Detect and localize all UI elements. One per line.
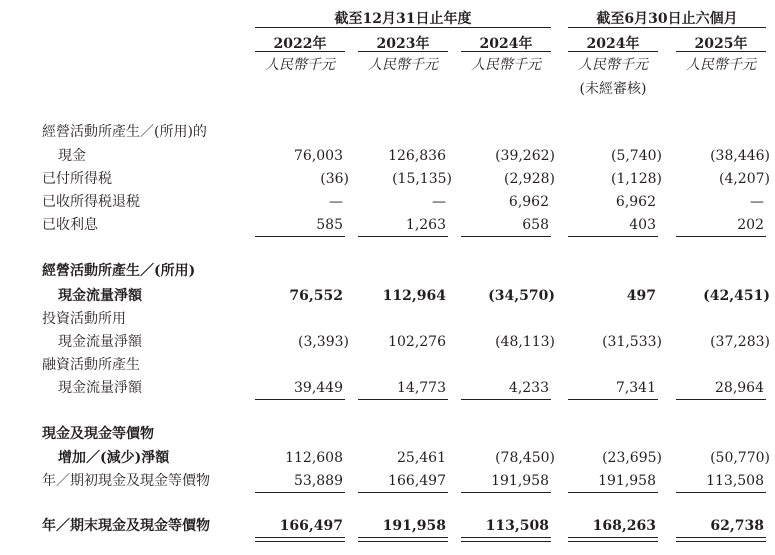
unaudited-note: (未經審核) bbox=[579, 81, 647, 97]
unit-header-4: 人民幣千元 bbox=[578, 57, 648, 73]
subtotal-rule bbox=[568, 236, 658, 237]
value-cell: (39,262) bbox=[495, 148, 555, 164]
row-label-11: 現金流量淨額 bbox=[58, 380, 142, 396]
value-cell: 126,836 bbox=[388, 148, 446, 164]
subtotal-rule bbox=[676, 236, 766, 237]
year-rule-2 bbox=[358, 51, 448, 52]
total-double-rule bbox=[676, 537, 766, 542]
subtotal-rule bbox=[358, 492, 448, 493]
unit-header-5: 人民幣千元 bbox=[686, 57, 756, 73]
subtotal-rule bbox=[676, 492, 766, 493]
year-header-3: 2024年 bbox=[479, 36, 533, 52]
value-cell: (78,450) bbox=[495, 450, 555, 466]
value-cell: 28,964 bbox=[715, 380, 764, 396]
total-double-rule bbox=[461, 537, 551, 542]
value-cell: 113,508 bbox=[485, 518, 549, 534]
year-rule-3 bbox=[461, 51, 551, 52]
group-header-annual-rule bbox=[255, 27, 551, 28]
group-header-interim-rule bbox=[568, 27, 766, 28]
subtotal-rule bbox=[568, 399, 658, 400]
group-header-annual: 截至12月31日止年度 bbox=[334, 11, 472, 27]
row-label-14: 年／期初現金及現金等價物 bbox=[42, 473, 210, 489]
subtotal-rule bbox=[255, 492, 345, 493]
value-cell: 497 bbox=[626, 288, 656, 304]
value-cell: (42,451) bbox=[703, 288, 770, 304]
value-cell: 76,552 bbox=[289, 288, 343, 304]
value-cell: (37,283) bbox=[710, 334, 770, 350]
subtotal-rule bbox=[461, 399, 551, 400]
value-cell: 191,958 bbox=[382, 518, 446, 534]
value-cell: 112,964 bbox=[382, 288, 446, 304]
value-cell: 585 bbox=[316, 217, 343, 233]
value-cell: 191,958 bbox=[491, 473, 549, 489]
value-cell: 1,263 bbox=[405, 217, 446, 233]
value-cell: 53,889 bbox=[294, 473, 343, 489]
row-label-15: 年／期末現金及現金等價物 bbox=[42, 518, 210, 534]
total-double-rule bbox=[358, 537, 448, 542]
subtotal-rule bbox=[358, 236, 448, 237]
year-rule-4 bbox=[568, 51, 658, 52]
value-cell: (36) bbox=[320, 171, 349, 187]
value-cell: 14,773 bbox=[397, 380, 446, 396]
value-cell: (38,446) bbox=[710, 148, 770, 164]
row-label-7: 現金流量淨額 bbox=[58, 288, 142, 304]
value-cell: 168,263 bbox=[592, 518, 656, 534]
value-cell: 112,608 bbox=[285, 450, 343, 466]
row-label-13: 增加／(減少)淨額 bbox=[58, 450, 170, 466]
subtotal-rule bbox=[676, 399, 766, 400]
value-cell: (23,695) bbox=[602, 450, 662, 466]
row-label-6: 經營活動所產生／(所用) bbox=[42, 263, 196, 279]
year-header-4: 2024年 bbox=[586, 36, 640, 52]
value-cell: 166,497 bbox=[279, 518, 343, 534]
row-label-1: 經營活動所產生／(所用)的 bbox=[42, 124, 207, 140]
value-cell: 403 bbox=[629, 217, 656, 233]
row-label-9: 現金流量淨額 bbox=[58, 334, 142, 350]
value-cell: (48,113) bbox=[495, 334, 555, 350]
unit-header-1: 人民幣千元 bbox=[265, 57, 335, 73]
value-cell: — bbox=[329, 194, 343, 210]
subtotal-rule bbox=[255, 236, 345, 237]
value-cell: 62,738 bbox=[710, 518, 764, 534]
value-cell: 76,003 bbox=[294, 148, 343, 164]
unit-header-3: 人民幣千元 bbox=[471, 57, 541, 73]
total-double-rule bbox=[255, 537, 345, 542]
value-cell: (31,533) bbox=[602, 334, 662, 350]
value-cell: 6,962 bbox=[615, 194, 656, 210]
value-cell: (34,570) bbox=[488, 288, 555, 304]
group-header-interim: 截至6月30日止六個月 bbox=[596, 11, 738, 27]
value-cell: (5,740) bbox=[610, 148, 662, 164]
value-cell: 113,508 bbox=[706, 473, 764, 489]
value-cell: 191,958 bbox=[598, 473, 656, 489]
row-label-2: 現金 bbox=[58, 148, 86, 164]
row-label-3: 已付所得税 bbox=[42, 171, 112, 187]
value-cell: 658 bbox=[522, 217, 549, 233]
value-cell: 6,962 bbox=[508, 194, 549, 210]
value-cell: (3,393) bbox=[297, 334, 349, 350]
value-cell: (4,207) bbox=[718, 171, 770, 187]
year-header-2: 2023年 bbox=[376, 36, 430, 52]
value-cell: 202 bbox=[737, 217, 764, 233]
subtotal-rule bbox=[358, 399, 448, 400]
value-cell: (50,770) bbox=[710, 450, 770, 466]
subtotal-rule bbox=[568, 492, 658, 493]
value-cell: (15,135) bbox=[392, 171, 452, 187]
row-label-8: 投資活動所用 bbox=[42, 311, 126, 327]
value-cell: 166,497 bbox=[388, 473, 446, 489]
subtotal-rule bbox=[461, 492, 551, 493]
value-cell: 4,233 bbox=[508, 380, 549, 396]
total-double-rule bbox=[568, 537, 658, 542]
subtotal-rule bbox=[461, 236, 551, 237]
value-cell: 39,449 bbox=[294, 380, 343, 396]
value-cell: 25,461 bbox=[397, 450, 446, 466]
year-header-5: 2025年 bbox=[694, 36, 748, 52]
year-rule-1 bbox=[255, 51, 345, 52]
value-cell: — bbox=[432, 194, 446, 210]
year-header-1: 2022年 bbox=[273, 36, 327, 52]
value-cell: 7,341 bbox=[615, 380, 656, 396]
value-cell: (1,128) bbox=[610, 171, 662, 187]
value-cell: (2,928) bbox=[503, 171, 555, 187]
row-label-10: 融資活動所產生 bbox=[42, 357, 140, 373]
unit-header-2: 人民幣千元 bbox=[368, 57, 438, 73]
value-cell: 102,276 bbox=[388, 334, 446, 350]
row-label-4: 已收所得税退税 bbox=[42, 194, 140, 210]
subtotal-rule bbox=[255, 399, 345, 400]
year-rule-5 bbox=[676, 51, 766, 52]
row-label-12: 現金及現金等價物 bbox=[42, 426, 154, 442]
row-label-5: 已收利息 bbox=[42, 217, 98, 233]
value-cell: — bbox=[750, 194, 764, 210]
